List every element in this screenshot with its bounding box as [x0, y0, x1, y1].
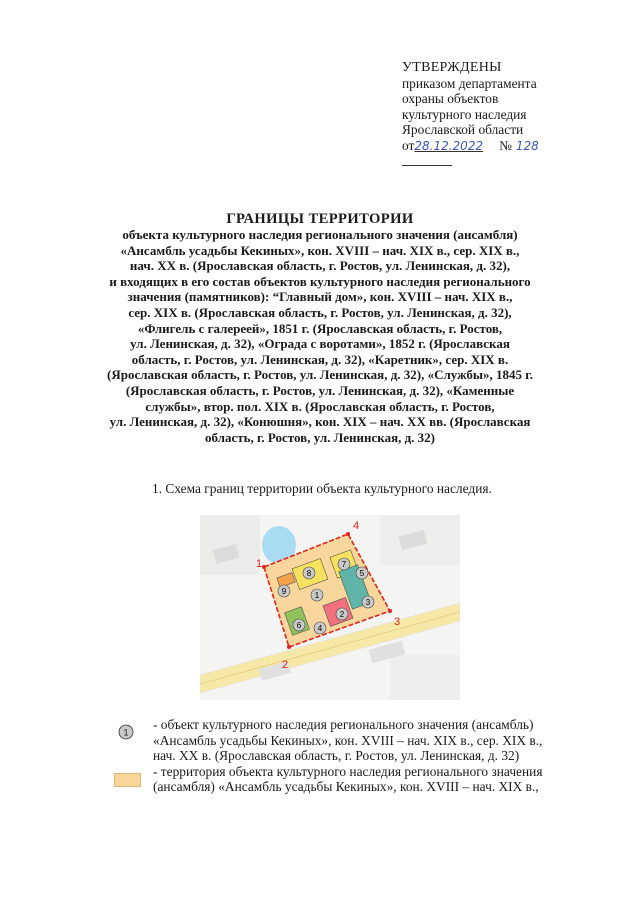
marker-label: 7 — [341, 560, 347, 569]
object-marker — [336, 608, 348, 620]
legend-item1-line: нач. XX в. (Ярославская область, г. Ростов, ул. Ленинская, д. 32) — [153, 748, 520, 764]
boundary-map — [200, 515, 460, 700]
object-marker — [311, 589, 323, 601]
object-marker — [293, 619, 305, 631]
corner-label: 3 — [394, 616, 401, 628]
description-line: (Ярославская область, г. Ростов, ул. Ленинская, д. 32), «Каменные — [125, 382, 515, 398]
legend-item2-line: - территория объекта культурного наследия регионального значения — [153, 763, 543, 779]
legend-item1-line: - объект культурного наследия регионального значения (ансамбль) — [153, 717, 534, 732]
approval-underline — [402, 155, 452, 166]
description-line: область, г. Ростов, ул. Ленинская, д. 32) — [204, 429, 436, 445]
description-line: «Ансамбль усадьбы Кекиных», кон. XVIII – нач. XIX в., сер. XIX в., — [120, 242, 520, 258]
object-marker — [314, 622, 326, 634]
description-line: нач. XX в. (Ярославская область, г. Ростов, ул. Ленинская, д. 32), — [129, 258, 511, 274]
description-line: (Ярославская область, г. Ростов, ул. Ленинская, д. 32), «Службы», 1845 г. — [107, 367, 533, 383]
description-line: службы», втор. пол. XIX в. (Ярославская область, г. Ростов, — [145, 398, 495, 414]
description-line: ул. Ленинская, д. 32), «Ограда с воротами», 1852 г. (Ярославская — [130, 336, 510, 352]
object-marker — [278, 585, 290, 597]
marker-label: 2 — [339, 610, 345, 619]
approval-line-4: Ярославской области — [402, 122, 524, 138]
legend-marker-label: 1 — [123, 727, 129, 738]
description-line: объекта культурного наследия регионального значения (ансамбля) — [122, 227, 518, 242]
map-block — [390, 655, 460, 700]
object-marker — [356, 567, 368, 579]
corner-point — [388, 609, 392, 613]
approval-line-2: охраны объектов — [402, 91, 499, 107]
legend-item1-line: «Ансамбль усадьбы Кекиных», кон. XVIII – нач. XIX в., сер. XIX в., — [153, 732, 543, 748]
description-line: ул. Ленинская, д. 32), «Конюшня», кон. XIX – нач. XX вв. (Ярославская — [109, 414, 531, 430]
approval-from-label: от — [402, 137, 415, 153]
document-description — [95, 227, 545, 445]
legend-territory-swatch-icon — [114, 773, 141, 787]
marker-label: 4 — [317, 624, 323, 633]
marker-label: 6 — [296, 621, 302, 630]
corner-point — [346, 532, 350, 536]
description-line: «Флигель с галереей», 1851 г. (Ярославская область, г. Ростов, — [137, 320, 503, 336]
marker-label: 1 — [314, 591, 320, 600]
corner-label: 4 — [353, 520, 360, 532]
object-marker — [303, 567, 315, 579]
marker-label: 5 — [359, 569, 365, 578]
approval-date: 28.12.2022 — [414, 138, 484, 153]
map-block — [200, 515, 263, 575]
marker-label: 9 — [281, 587, 287, 596]
object-marker — [338, 558, 350, 570]
approval-line-1: приказом департамента — [402, 75, 537, 91]
description-line: сер. XIX в. (Ярославская область, г. Ростов, ул. Ленинская, д. 32), — [128, 304, 512, 320]
legend-object-marker-icon — [118, 724, 134, 740]
legend — [153, 717, 598, 795]
approval-block — [402, 60, 602, 166]
document-title: ГРАНИЦЫ ТЕРРИТОРИИ — [226, 211, 414, 227]
corner-label: 1 — [256, 558, 263, 570]
approval-date-row — [402, 138, 602, 155]
corner-label: 2 — [282, 659, 289, 671]
description-line: и входящих в его состав объектов культурного наследия регионального — [109, 273, 531, 289]
section-heading: 1. Схема границ территории объекта культурного наследия. — [152, 481, 492, 496]
approval-line-3: культурного наследия — [402, 106, 527, 122]
object-marker — [362, 596, 374, 608]
description-line: значения (памятников): “Главный дом», кон. XVIII – нач. XIX в., — [127, 289, 513, 305]
corner-point — [262, 565, 266, 569]
approval-number-sign: № — [499, 137, 512, 153]
legend-item2-line: (ансамбля) «Ансамбль усадьбы Кекиных», кон. XVIII – нач. XIX в., — [153, 779, 539, 795]
marker-label: 8 — [306, 569, 312, 578]
approval-heading: УТВЕРЖДЕНЫ — [402, 60, 502, 75]
corner-point — [287, 645, 291, 649]
marker-label: 3 — [365, 598, 371, 607]
description-line: область, г. Ростов, ул. Ленинская, д. 32), «Каретник», сер. XIX в. — [131, 351, 509, 367]
approval-number: 128 — [515, 138, 539, 153]
